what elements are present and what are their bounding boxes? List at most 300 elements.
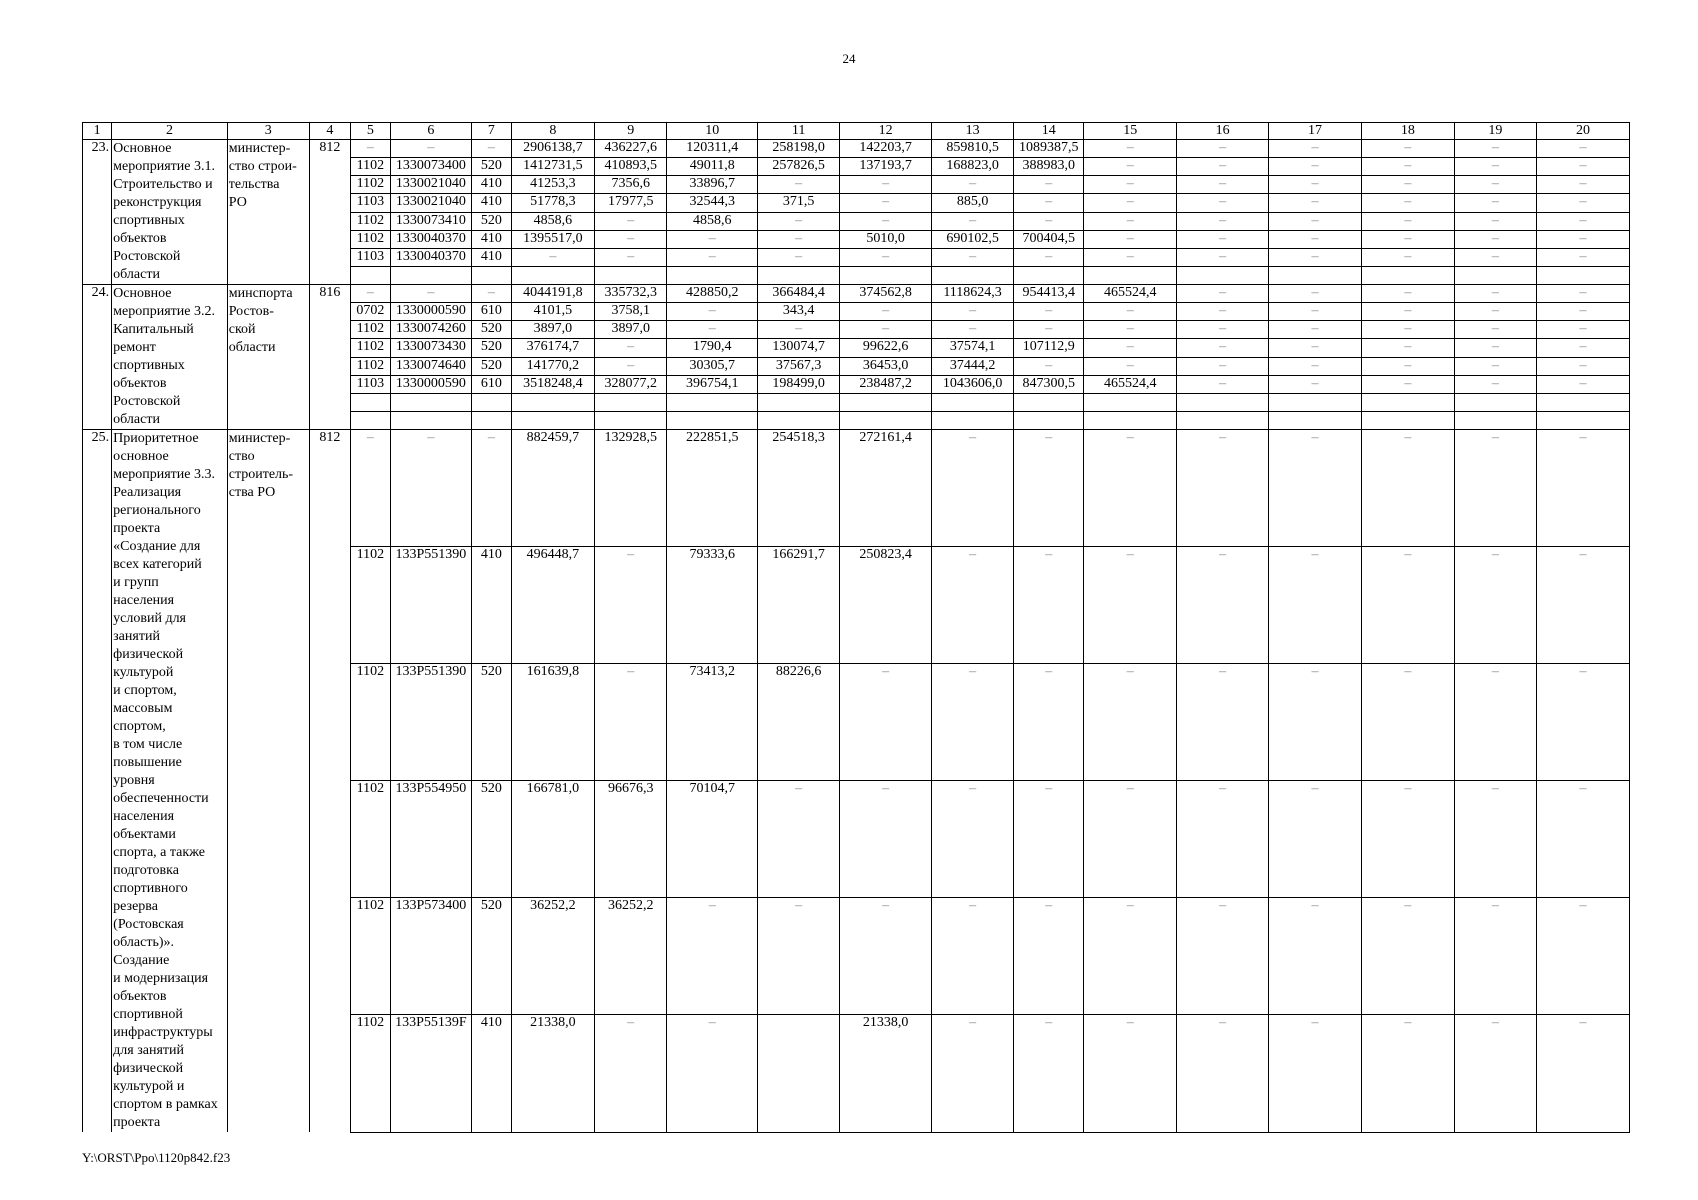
rzpr-code: 1102 — [350, 339, 390, 357]
row-number: 23. — [83, 140, 112, 285]
vr-code — [471, 266, 511, 284]
value-cell — [1361, 393, 1454, 411]
value-cell: – — [758, 212, 840, 230]
measure-title-line: в том числе — [113, 737, 183, 752]
row-number: 25. — [83, 430, 112, 1133]
rzpr-code: 1102 — [350, 176, 390, 194]
value-cell: 166291,7 — [758, 547, 840, 664]
vr-code: 410 — [471, 230, 511, 248]
vr-code: 520 — [471, 321, 511, 339]
rzpr-code — [350, 411, 390, 429]
measure-title-line: всех категорий — [113, 557, 202, 572]
value-cell: – — [1177, 357, 1269, 375]
value-cell: – — [667, 1015, 758, 1132]
value-cell: – — [840, 664, 932, 781]
value-cell: 168823,0 — [932, 158, 1014, 176]
value-cell: – — [1084, 158, 1177, 176]
value-cell: – — [1084, 1015, 1177, 1132]
value-cell: 5010,0 — [840, 230, 932, 248]
value-cell — [1014, 393, 1084, 411]
value-cell: 882459,7 — [511, 430, 594, 547]
measure-title-line: и спортом, — [113, 683, 177, 698]
value-cell: – — [1269, 1015, 1362, 1132]
measure-title-line: Основное — [113, 286, 172, 301]
value-cell: 3758,1 — [595, 303, 667, 321]
value-cell — [1361, 266, 1454, 284]
value-cell: – — [932, 664, 1014, 781]
row-number: 24. — [83, 285, 112, 430]
value-cell: – — [1454, 375, 1536, 393]
value-cell: – — [840, 194, 932, 212]
rzpr-code: 1102 — [350, 664, 390, 781]
measure-title-line: обеспеченности — [113, 791, 209, 806]
executor — [227, 430, 309, 1133]
value-cell: 374562,8 — [840, 285, 932, 303]
value-cell: 1412731,5 — [511, 158, 594, 176]
value-cell — [595, 393, 667, 411]
measure-title-line: Основное — [113, 141, 172, 156]
vr-code: – — [471, 430, 511, 547]
measure-title-line: объектов — [113, 989, 167, 1004]
value-cell: 198499,0 — [758, 375, 840, 393]
rzpr-code: 1103 — [350, 375, 390, 393]
value-cell: – — [1177, 248, 1269, 266]
csr-code: 133P551390 — [390, 547, 471, 664]
column-header: 11 — [758, 123, 840, 140]
value-cell — [1454, 266, 1536, 284]
value-cell: 465524,4 — [1084, 285, 1177, 303]
measure-title-line: области — [113, 412, 160, 427]
value-cell — [1014, 266, 1084, 284]
value-cell: – — [1361, 357, 1454, 375]
vr-code: 520 — [471, 158, 511, 176]
value-cell: – — [1177, 339, 1269, 357]
value-cell: – — [1454, 781, 1536, 898]
vr-code: 610 — [471, 375, 511, 393]
measure-title-line: спортом, — [113, 719, 166, 734]
measure-title-line: (Ростовская — [113, 917, 184, 932]
value-cell: 238487,2 — [840, 375, 932, 393]
measure-title-line: спортивной — [113, 1007, 183, 1022]
value-cell: 700404,5 — [1014, 230, 1084, 248]
value-cell: – — [1536, 781, 1629, 898]
value-cell: – — [932, 321, 1014, 339]
value-cell: – — [1536, 194, 1629, 212]
value-cell — [595, 266, 667, 284]
rzpr-code: 1102 — [350, 781, 390, 898]
value-cell: 132928,5 — [595, 430, 667, 547]
value-cell: 37444,2 — [932, 357, 1014, 375]
value-cell: – — [1014, 664, 1084, 781]
measure-title-line: резерва — [113, 899, 158, 914]
value-cell: – — [758, 321, 840, 339]
column-header: 14 — [1014, 123, 1084, 140]
value-cell: – — [1177, 176, 1269, 194]
value-cell: – — [1361, 140, 1454, 158]
value-cell: – — [1361, 339, 1454, 357]
value-cell: – — [1361, 194, 1454, 212]
value-cell: – — [1454, 303, 1536, 321]
value-cell: – — [1269, 430, 1362, 547]
value-cell: – — [1014, 212, 1084, 230]
header-row — [83, 123, 1630, 140]
value-cell: 4101,5 — [511, 303, 594, 321]
value-cell: – — [1454, 664, 1536, 781]
value-cell: – — [1177, 430, 1269, 547]
grbs-code: 812 — [309, 140, 350, 285]
value-cell: – — [667, 321, 758, 339]
value-cell: 1043606,0 — [932, 375, 1014, 393]
value-cell: – — [1361, 176, 1454, 194]
value-cell: – — [667, 230, 758, 248]
table-row — [83, 430, 1630, 547]
measure-title-line: населения — [113, 593, 175, 608]
measure-title-line: для занятий — [113, 1043, 184, 1058]
value-cell: – — [1084, 194, 1177, 212]
value-cell — [1454, 411, 1536, 429]
value-cell: – — [1014, 430, 1084, 547]
value-cell: – — [840, 212, 932, 230]
value-cell: – — [1177, 158, 1269, 176]
measure-title-line: Ростовской — [113, 249, 181, 264]
value-cell — [758, 393, 840, 411]
value-cell — [1177, 411, 1269, 429]
measure-title-line: Приоритетное — [113, 431, 199, 446]
page-number: 24 — [842, 51, 856, 66]
value-cell: – — [1536, 339, 1629, 357]
executor-line: строитель- — [228, 467, 294, 482]
value-cell: – — [1454, 158, 1536, 176]
csr-code: 1330040370 — [390, 248, 471, 266]
value-cell: 37567,3 — [758, 357, 840, 375]
rzpr-code — [350, 266, 390, 284]
value-cell: – — [840, 781, 932, 898]
measure-title-line: спортивных — [113, 358, 185, 373]
value-cell: 257826,5 — [758, 158, 840, 176]
value-cell: 428850,2 — [667, 285, 758, 303]
grbs-code: 816 — [309, 285, 350, 430]
value-cell: – — [1014, 898, 1084, 1015]
value-cell: 436227,6 — [595, 140, 667, 158]
value-cell: – — [1269, 194, 1362, 212]
measure-title-line: и групп — [113, 575, 159, 590]
column-header: 16 — [1177, 123, 1269, 140]
value-cell: – — [1269, 158, 1362, 176]
value-cell: – — [932, 212, 1014, 230]
value-cell — [840, 411, 932, 429]
value-cell: – — [758, 781, 840, 898]
value-cell: – — [1536, 140, 1629, 158]
csr-code: 1330000590 — [390, 375, 471, 393]
vr-code — [471, 411, 511, 429]
value-cell: 2906138,7 — [511, 140, 594, 158]
value-cell — [1536, 411, 1629, 429]
value-cell — [667, 266, 758, 284]
value-cell: – — [758, 230, 840, 248]
rzpr-code: 1102 — [350, 212, 390, 230]
value-cell: 396754,1 — [667, 375, 758, 393]
column-header: 19 — [1454, 123, 1536, 140]
value-cell: – — [1084, 339, 1177, 357]
value-cell: 33896,7 — [667, 176, 758, 194]
value-cell: – — [1536, 248, 1629, 266]
value-cell: – — [1454, 357, 1536, 375]
value-cell: – — [1269, 212, 1362, 230]
vr-code: 410 — [471, 248, 511, 266]
executor — [227, 140, 309, 285]
rzpr-code: – — [350, 140, 390, 158]
value-cell: 161639,8 — [511, 664, 594, 781]
measure-title-line: области — [113, 267, 160, 282]
value-cell: 142203,7 — [840, 140, 932, 158]
executor-line: области — [228, 340, 276, 355]
value-cell: 37574,1 — [932, 339, 1014, 357]
value-cell: 3897,0 — [595, 321, 667, 339]
measure-title-line: и модернизация — [113, 971, 209, 986]
measure-title-line: Создание — [113, 953, 170, 968]
value-cell: – — [1454, 430, 1536, 547]
value-cell: – — [595, 230, 667, 248]
value-cell: 107112,9 — [1014, 339, 1084, 357]
column-header: 13 — [932, 123, 1014, 140]
value-cell: – — [1454, 194, 1536, 212]
value-cell: 847300,5 — [1014, 375, 1084, 393]
measure-title-line: регионального — [113, 503, 201, 518]
executor-line: Ростов- — [228, 304, 274, 319]
value-cell: – — [1454, 230, 1536, 248]
value-cell: – — [840, 176, 932, 194]
value-cell: – — [1536, 212, 1629, 230]
value-cell: 7356,6 — [595, 176, 667, 194]
value-cell: – — [932, 303, 1014, 321]
value-cell: – — [1269, 339, 1362, 357]
value-cell: 21338,0 — [840, 1015, 932, 1132]
value-cell: – — [1014, 194, 1084, 212]
value-cell: 130074,7 — [758, 339, 840, 357]
value-cell: – — [1084, 664, 1177, 781]
value-cell — [932, 266, 1014, 284]
value-cell: 388983,0 — [1014, 158, 1084, 176]
rzpr-code: 1102 — [350, 321, 390, 339]
value-cell: – — [1177, 781, 1269, 898]
value-cell: – — [840, 321, 932, 339]
value-cell — [1361, 411, 1454, 429]
value-cell: 328077,2 — [595, 375, 667, 393]
value-cell — [758, 411, 840, 429]
value-cell: – — [1536, 176, 1629, 194]
value-cell: – — [1361, 248, 1454, 266]
vr-code: 520 — [471, 357, 511, 375]
value-cell — [932, 411, 1014, 429]
value-cell: – — [1536, 357, 1629, 375]
value-cell: – — [1177, 898, 1269, 1015]
measure-title — [112, 285, 228, 430]
value-cell: – — [1361, 230, 1454, 248]
value-cell: – — [1014, 321, 1084, 339]
value-cell: 96676,3 — [595, 781, 667, 898]
value-cell: 366484,4 — [758, 285, 840, 303]
value-cell — [758, 1015, 840, 1132]
measure-title-line: инфраструктуры — [113, 1025, 213, 1040]
measure-title-line: культурой и — [113, 1079, 185, 1094]
measure-title-line: спортивных — [113, 213, 185, 228]
value-cell: – — [1536, 321, 1629, 339]
value-cell — [1536, 393, 1629, 411]
footer-file-path: Y:\ORST\Ppo\1120p842.f23 — [82, 1150, 231, 1165]
csr-code — [390, 393, 471, 411]
column-header: 3 — [227, 123, 309, 140]
value-cell: – — [1536, 375, 1629, 393]
value-cell: – — [1454, 140, 1536, 158]
value-cell: 88226,6 — [758, 664, 840, 781]
csr-code: 1330073430 — [390, 339, 471, 357]
value-cell: – — [1536, 303, 1629, 321]
value-cell: – — [1084, 781, 1177, 898]
value-cell: – — [595, 248, 667, 266]
value-cell: 49011,8 — [667, 158, 758, 176]
value-cell: – — [1014, 357, 1084, 375]
measure-title-line: Реализация — [113, 485, 182, 500]
value-cell: – — [1536, 158, 1629, 176]
value-cell: – — [1177, 664, 1269, 781]
value-cell — [932, 393, 1014, 411]
measure-title-line: массовым — [113, 701, 173, 716]
measure-title-line: реконструкция — [113, 195, 202, 210]
measure-title-line: повышение — [113, 755, 182, 770]
value-cell — [667, 393, 758, 411]
value-cell: 1790,4 — [667, 339, 758, 357]
column-header: 18 — [1361, 123, 1454, 140]
value-cell: – — [1014, 303, 1084, 321]
column-header: 4 — [309, 123, 350, 140]
value-cell: 496448,7 — [511, 547, 594, 664]
value-cell: – — [1177, 194, 1269, 212]
value-cell: 954413,4 — [1014, 285, 1084, 303]
measure-title-line: область)». — [113, 935, 175, 950]
table-row — [83, 140, 1630, 158]
measure-title-line: уровня — [113, 773, 155, 788]
value-cell: 32544,3 — [667, 194, 758, 212]
value-cell: – — [1536, 1015, 1629, 1132]
value-cell: – — [758, 248, 840, 266]
executor-line: РО — [228, 195, 247, 210]
value-cell: – — [1454, 248, 1536, 266]
value-cell: – — [1084, 898, 1177, 1015]
value-cell: 51778,3 — [511, 194, 594, 212]
value-cell: – — [1454, 176, 1536, 194]
value-cell: 690102,5 — [932, 230, 1014, 248]
value-cell: – — [1361, 547, 1454, 664]
value-cell: – — [1454, 212, 1536, 230]
value-cell: – — [1177, 375, 1269, 393]
value-cell: – — [1536, 430, 1629, 547]
vr-code: – — [471, 285, 511, 303]
value-cell: 4858,6 — [511, 212, 594, 230]
value-cell: – — [595, 1015, 667, 1132]
executor-line: ской — [228, 322, 256, 337]
value-cell: – — [1269, 285, 1362, 303]
value-cell: – — [1014, 547, 1084, 664]
value-cell: – — [1084, 212, 1177, 230]
measure-title — [112, 140, 228, 285]
value-cell: – — [595, 339, 667, 357]
value-cell: – — [1361, 664, 1454, 781]
vr-code: 410 — [471, 1015, 511, 1132]
value-cell: – — [1084, 547, 1177, 664]
measure-title-line: населения — [113, 809, 175, 824]
value-cell: – — [1269, 664, 1362, 781]
value-cell: – — [595, 664, 667, 781]
value-cell: 79333,6 — [667, 547, 758, 664]
csr-code — [390, 266, 471, 284]
value-cell: – — [1536, 230, 1629, 248]
value-cell: – — [932, 781, 1014, 898]
value-cell: – — [1177, 321, 1269, 339]
value-cell: – — [1361, 321, 1454, 339]
executor-line: министер- — [228, 141, 291, 156]
value-cell: – — [1014, 248, 1084, 266]
value-cell: – — [1269, 303, 1362, 321]
value-cell: – — [1269, 140, 1362, 158]
rzpr-code: 1102 — [350, 547, 390, 664]
value-cell: – — [932, 248, 1014, 266]
value-cell: – — [1269, 248, 1362, 266]
value-cell: – — [1269, 547, 1362, 664]
value-cell: 36252,2 — [511, 898, 594, 1015]
value-cell: – — [667, 303, 758, 321]
measure-title-line: мероприятие 3.1. — [113, 159, 215, 174]
vr-code: 520 — [471, 898, 511, 1015]
value-cell — [1084, 266, 1177, 284]
value-cell: – — [1084, 230, 1177, 248]
value-cell: – — [1269, 357, 1362, 375]
rzpr-code: 1103 — [350, 248, 390, 266]
value-cell — [1269, 266, 1362, 284]
value-cell: 254518,3 — [758, 430, 840, 547]
value-cell: 335732,3 — [595, 285, 667, 303]
value-cell: – — [667, 898, 758, 1015]
measure-title-line: Строительство и — [113, 177, 213, 192]
value-cell: – — [1269, 781, 1362, 898]
value-cell — [840, 393, 932, 411]
rzpr-code: – — [350, 285, 390, 303]
value-cell: – — [840, 303, 932, 321]
value-cell: 343,4 — [758, 303, 840, 321]
value-cell — [1177, 266, 1269, 284]
measure-title-line: занятий — [113, 629, 160, 644]
value-cell — [1269, 393, 1362, 411]
value-cell — [1177, 393, 1269, 411]
value-cell: – — [1177, 303, 1269, 321]
measure-title-line: Ростовской — [113, 394, 181, 409]
value-cell — [595, 411, 667, 429]
measure-title-line: Капитальный — [113, 322, 194, 337]
value-cell — [758, 266, 840, 284]
executor-line: ство — [228, 449, 255, 464]
value-cell: 73413,2 — [667, 664, 758, 781]
rzpr-code: 0702 — [350, 303, 390, 321]
value-cell — [1454, 393, 1536, 411]
csr-code: 1330073410 — [390, 212, 471, 230]
value-cell: 120311,4 — [667, 140, 758, 158]
value-cell: – — [932, 176, 1014, 194]
measure-title-line: «Создание для — [113, 539, 201, 554]
csr-code — [390, 411, 471, 429]
value-cell — [511, 393, 594, 411]
measure-title-line: объектов — [113, 376, 167, 391]
value-cell: – — [840, 248, 932, 266]
value-cell: – — [1536, 285, 1629, 303]
